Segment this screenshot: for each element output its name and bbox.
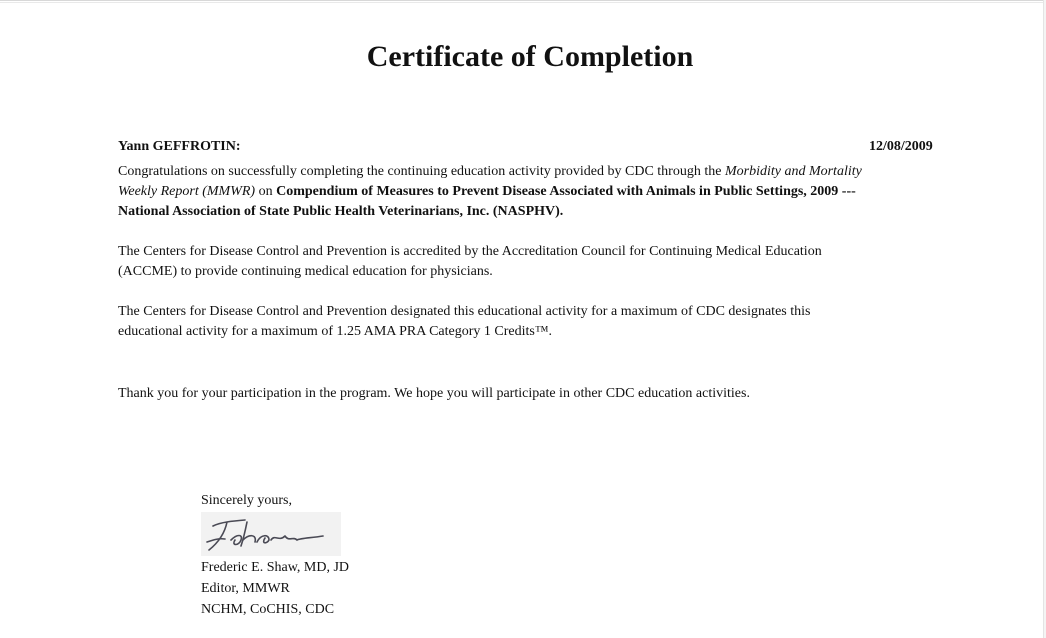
congratulations-paragraph xyxy=(118,162,878,222)
recipient-name: Yann GEFFROTIN: xyxy=(118,139,241,154)
accreditation-paragraph: The Centers for Disease Control and Prevention is accredited by the Accreditation Council for Continuing Medical Education (ACCME) to provide continuing medical education for physicians. xyxy=(118,244,822,279)
credits-paragraph: The Centers for Disease Control and Prevention designated this educational activity for a maximum of CDC designates this educational activity for a maximum of 1.25 AMA PRA Category 1 Credits™. xyxy=(118,304,811,339)
certificate-title: Certificate of Completion xyxy=(366,40,694,73)
signer-organization: NCHM, CoCHIS, CDC xyxy=(201,602,335,617)
intro-text: Congratulations on successfully completing the continuing education activity provided by CDC through the xyxy=(118,164,725,179)
on-text: on xyxy=(255,184,277,199)
thank-you-paragraph: Thank you for your participation in the program. We hope you will participate in other CDC education activities. xyxy=(118,386,750,401)
publication-name: Morbidity and Mortality Weekly Report (MMWR) xyxy=(118,164,862,199)
signer-title: Editor, MMWR xyxy=(201,581,290,596)
top-border-line xyxy=(0,0,1046,3)
handwritten-signature xyxy=(201,512,341,556)
closing-text: Sincerely yours, xyxy=(201,493,292,508)
course-title: Compendium of Measures to Prevent Disease Associated with Animals in Public Settings, 2009 --- National Association of State Public Health Veterinarians, Inc. (NASPHV). xyxy=(118,184,856,219)
signer-name: Frederic E. Shaw, MD, JD xyxy=(201,560,350,575)
completion-date: 12/08/2009 xyxy=(869,139,933,154)
